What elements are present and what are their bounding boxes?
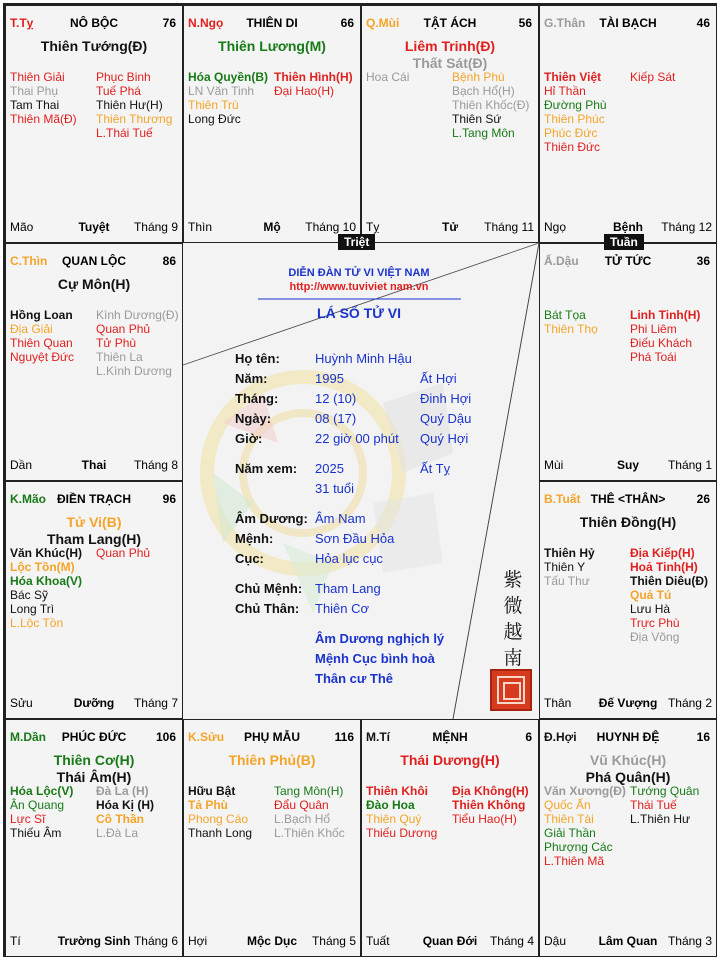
star-item: LN Văn Tinh [188,84,255,98]
star-item: L.Thiên Hư [630,812,691,826]
left-star-list [10,70,77,126]
palace-thang: Tháng 6 [133,934,178,948]
palace-truong-sinh: Quan Đới [422,934,478,948]
palace-number: 66 [340,16,354,30]
palace-tai-bach [539,5,717,243]
palace-menh [361,719,539,957]
palace-thien-di [183,5,361,243]
star-item: Long Đức [188,112,241,126]
right-star-list [274,784,345,840]
palace-thang: Tháng 5 [311,934,356,948]
star-item: L.Thiên Mã [544,854,605,868]
star-item: Thiên Quan [10,336,73,350]
palace-name: HUYNH ĐỆ [596,730,660,744]
main-star: Phá Quân(H) [585,769,671,785]
palace-name: ĐIỀN TRẠCH [57,492,131,506]
tuoi-value: 31 tuổi [315,481,355,496]
cuc-label: Cục: [235,551,264,566]
chu-menh-value: Tham Lang [315,581,381,596]
palace-thang: Tháng 8 [133,458,178,472]
palace-chi: Sửu [10,696,33,710]
main-star: Thiên Cơ(H) [53,752,135,768]
nam-xem-can-chi: Ất Tỵ [420,461,451,476]
star-item: Văn Khúc(H) [10,546,82,560]
star-item: Phục Binh [96,70,151,84]
palace-number: 6 [525,730,532,744]
right-star-list [274,70,353,98]
star-item: Hóa Kị (H) [96,798,154,812]
nam-xem-label: Năm xem: [235,461,298,476]
star-item: L.Kình Dương [96,364,172,378]
star-item: Địa Giải [10,322,53,336]
palace-thang: Tháng 7 [133,696,178,710]
star-item: Bát Tọa [544,308,586,322]
left-star-list [544,70,607,154]
star-item: Phượng Các [544,840,613,854]
star-item: Lộc Tồn(M) [10,560,75,574]
tu-vi-chart [3,3,717,957]
ho-ten-label: Họ tên: [235,351,280,366]
palace-phu-mau [183,719,361,957]
palace-number: 56 [518,16,532,30]
star-item: Tướng Quân [630,784,700,798]
ngay-can-chi: Quý Dậu [420,411,472,426]
palace-quan-loc [5,243,183,481]
star-item: L.Bạch Hổ [274,812,331,826]
palace-chi: Hợi [188,934,208,948]
nam-label: Năm: [235,371,268,386]
star-item: Phúc Đức [544,126,598,140]
star-item: Thiên Hình(H) [274,70,353,84]
gio-value: 22 giờ 00 phút [315,431,399,446]
palace-number: 46 [696,16,710,30]
star-item: Đại Hao(H) [274,84,335,98]
char-1: 紫 [503,569,523,591]
palace-chi: Tuất [366,934,390,948]
left-star-list [366,784,437,840]
palace-can-chi: M.Dần [10,730,46,744]
star-item: Hoả Tinh(H) [630,560,698,574]
star-item: Quốc Ấn [544,798,591,812]
star-item: Thiên Quý [366,812,422,826]
star-item: Đường Phù [544,98,607,112]
star-item: Thiên Khốc(Đ) [452,98,530,112]
star-item: Thiên Việt [544,70,602,84]
tuan-tag: Tuần [604,234,644,250]
right-star-list [630,308,700,364]
palace-huynh-de [539,719,717,957]
star-item: Thiên Thọ [544,322,598,336]
star-item: L.Thiên Khốc [274,826,345,840]
triet-tag: Triệt [338,234,375,250]
thang-label: Tháng: [235,391,279,406]
gio-label: Giờ: [235,431,263,446]
palace-truong-sinh: Trường Sinh [57,934,131,948]
chart-title: LÁ SỐ TỬ VI [317,305,401,321]
star-item: Hồng Loan [10,308,73,322]
star-item: Lực Sĩ [10,812,46,826]
palace-number: 86 [162,254,176,268]
right-star-list [96,70,172,140]
palace-name: THÊ <THÂN> [590,492,666,506]
main-star: Thiên Đồng(H) [579,514,677,530]
main-star: Vũ Khúc(H) [589,752,667,768]
palace-can-chi: Q.Mùi [366,16,400,30]
star-item: Phong Cáo [188,812,249,826]
star-item: Thiên Trù [188,98,239,112]
palace-truong-sinh: Đế Vượng [598,696,658,710]
vertical-characters [501,567,525,671]
star-item: L.Đà La [96,826,139,840]
palace-can-chi: K.Mão [10,492,46,506]
palace-thang: Tháng 11 [484,220,534,234]
right-star-list [96,784,154,840]
palace-thang: Tháng 1 [667,458,712,472]
left-star-list [10,784,73,840]
star-item: Thái Tuế [630,798,677,812]
palace-name: NÔ BỘC [70,16,118,30]
star-item: Quan Phủ [96,546,151,560]
star-item: Quan Phủ [96,322,151,336]
star-item: Tam Thai [10,98,60,112]
palace-chi: Mão [10,220,34,234]
star-item: Tử Phù [96,336,137,350]
palace-truong-sinh: Mộc Dục [246,934,297,948]
palace-chi: Thân [544,696,572,710]
palace-number: 26 [696,492,710,506]
palace-thang: Tháng 3 [667,934,712,948]
left-star-list [544,308,598,336]
palace-number: 16 [696,730,710,744]
palace-can-chi: K.Sửu [188,730,225,744]
center-info-panel [183,243,539,719]
star-item: Thiên Khôi [366,784,428,798]
palace-no-boc [5,5,183,243]
star-item: Đẩu Quân [274,798,329,812]
nam-can-chi: Ất Hợi [420,371,457,386]
palace-can-chi: Đ.Hợi [544,730,577,744]
am-duong-value: Âm Nam [315,511,366,526]
star-item: Hỉ Thần [544,84,586,98]
star-item: Hóa Lộc(V) [10,784,74,798]
char-4: 南 [503,647,523,669]
right-star-list [452,70,529,140]
star-item: Tang Môn(H) [274,784,344,798]
star-item: Giải Thần [544,826,596,840]
palace-chi: Dần [10,458,33,472]
chu-than-value: Thiên Cơ [315,601,370,616]
star-item: L.Tang Môn [452,126,515,140]
palace-can-chi: T.Tỵ [10,16,34,30]
right-star-list [452,784,529,826]
chu-menh-label: Chủ Mệnh: [235,581,303,596]
star-item: Bệnh Phù [452,70,505,84]
star-item: Địa Kiếp(H) [630,546,695,560]
star-item: Thiên Phúc [544,112,605,126]
star-item: Tả Phù [188,798,229,812]
palace-number: 76 [162,16,176,30]
star-item: Tấu Thư [544,574,590,588]
palace-number: 96 [162,492,176,506]
note-than-cu: Thân cư Thê [315,671,394,686]
star-item: L.Thái Tuế [96,126,153,140]
star-item: Thiên Diêu(Đ) [630,574,708,588]
palace-the-than [539,481,717,719]
star-item: Thanh Long [188,826,253,840]
palace-thang: Tháng 12 [661,220,712,234]
left-star-list [366,70,409,84]
main-star: Liêm Trinh(Đ) [404,38,496,54]
palace-can-chi: M.Tí [366,730,390,744]
right-star-list [630,546,708,644]
palace-name: TÀI BẠCH [599,16,657,30]
am-duong-label: Âm Dương: [235,511,308,526]
palace-thang: Tháng 4 [489,934,534,948]
star-item: Cô Thần [96,812,144,826]
note-menh-cuc: Mệnh Cục bình hoà [315,651,435,666]
red-seal-stamp [490,669,532,711]
main-star: Tử Vi(B) [66,514,122,530]
star-item: Đà La (H) [96,784,149,798]
palace-thang: Tháng 9 [133,220,178,234]
star-item: Hóa Quyền(B) [188,70,269,84]
palace-tat-ach [361,5,539,243]
palace-chi: Ngọ [544,220,567,234]
palace-name: PHÚC ĐỨC [61,730,127,744]
star-item: Điếu Khách [630,336,693,350]
palace-can-chi: G.Thân [544,16,586,30]
star-item: Thiên Mã(Đ) [10,112,77,126]
star-item: Kình Dương(Đ) [96,308,179,322]
palace-name: TẬT ÁCH [423,16,477,30]
star-item: Địa Không(H) [452,784,529,798]
star-item: Thiên Hư(H) [96,98,163,112]
palace-can-chi: B.Tuất [544,492,581,506]
star-item: Bạch Hổ(H) [452,84,515,98]
char-3: 越 [503,621,523,643]
palace-truong-sinh: Tuyệt [78,220,110,234]
palace-thang: Tháng 10 [305,220,356,234]
star-item: Thiên Tài [544,812,594,826]
star-item: Kiếp Sát [630,70,676,84]
chu-than-label: Chủ Thân: [235,601,300,616]
star-item: Thiên Thương [96,112,173,126]
palace-number: 116 [334,730,354,744]
forum-url[interactable]: http://www.tuviviet nam.vn [289,281,429,293]
ngay-value: 08 (17) [315,411,357,426]
star-item: Ân Quang [10,798,65,812]
palace-truong-sinh: Mộ [263,220,281,234]
star-item: Thiên La [96,350,143,364]
palace-truong-sinh: Suy [616,458,639,472]
star-item: Đào Hoa [366,798,415,812]
palace-chi: Tỵ [366,220,380,234]
star-item: Thiên Giải [10,70,65,84]
main-star: Thiên Phủ(B) [228,752,316,768]
right-star-list [96,546,150,560]
menh-value: Sơn Đầu Hỏa [315,531,395,546]
right-star-list [630,784,699,826]
palace-truong-sinh: Thai [81,458,107,472]
star-item: Hữu Bật [188,784,236,798]
menh-label: Mệnh: [235,531,274,546]
star-item: Thiếu Âm [10,826,62,840]
star-item: Tuế Phá [96,84,141,98]
right-star-list [630,70,675,84]
ngay-label: Ngày: [235,411,272,426]
palace-number: 106 [155,730,176,744]
ho-ten-value: Huỳnh Minh Hậu [315,351,412,366]
star-item: Hóa Khoa(V) [10,574,82,588]
right-star-list [96,308,179,378]
star-item: Thiên Hỷ [544,546,595,560]
main-star: Tham Lang(H) [46,531,142,547]
palace-name: MỆNH [432,730,468,744]
palace-name: QUAN LỘC [62,254,126,268]
star-item: Linh Tinh(H) [630,308,701,322]
main-star: Thái Dương(H) [400,752,500,768]
palace-truong-sinh: Bệnh [613,220,643,234]
star-item: Văn Xương(Đ) [544,784,626,798]
palace-thang: Tháng 2 [667,696,712,710]
palace-truong-sinh: Tử [441,220,459,234]
palace-chi: Dậu [544,934,567,948]
palace-can-chi: Ấ.Dậu [544,254,579,268]
star-item: Thiên Đức [544,140,601,154]
left-star-list [544,546,595,588]
star-item: Thiên Y [544,560,586,574]
left-star-list [10,308,74,364]
main-star: Cự Môn(H) [57,276,131,292]
star-item: L.Lộc Tồn [10,616,64,630]
forum-title: DIỄN ĐÀN TỬ VI VIỆT NAM [288,267,430,279]
palace-name: THIÊN DI [246,16,298,30]
star-item: Thiếu Dương [366,826,438,840]
left-star-list [10,546,82,630]
left-star-list [544,784,626,868]
palace-chi: Thìn [188,220,213,234]
star-item: Thai Phụ [10,84,59,98]
star-item: Thiên Sứ [452,112,502,126]
star-item: Hoa Cái [366,70,410,84]
palace-can-chi: C.Thìn [10,254,48,268]
nam-value: 1995 [315,371,344,386]
star-item: Lưu Hà [630,602,671,616]
star-item: Địa Võng [630,630,680,644]
main-star: Thái Âm(H) [56,769,132,785]
palace-chi: Mùi [544,458,564,472]
palace-truong-sinh: Dưỡng [73,696,115,710]
left-star-list [188,784,252,840]
star-item: Bác Sỹ [10,588,49,602]
star-item: Nguyệt Đức [10,350,75,364]
palace-can-chi: N.Ngọ [188,16,224,30]
nam-xem-value: 2025 [315,461,344,476]
thang-value: 12 (10) [315,391,357,406]
palace-phuc-duc [5,719,183,957]
palace-name: PHỤ MẪU [244,730,300,744]
star-item: Trực Phù [630,616,680,630]
star-item: Long Trì [10,602,55,616]
main-star: Thất Sát(Đ) [412,55,488,71]
palace-tu-tuc [539,243,717,481]
star-item: Phá Toái [630,350,677,364]
left-star-list [188,70,268,126]
palace-truong-sinh: Lâm Quan [598,934,658,948]
palace-dien-trach [5,481,183,719]
cuc-value: Hỏa lục cục [315,551,383,566]
star-item: Thiên Không [452,798,526,812]
palace-chi: Tí [10,934,21,948]
main-star: Thiên Tướng(Đ) [40,38,148,54]
note-am-duong: Âm Dương nghịch lý [315,631,445,646]
star-item: Phi Liêm [630,322,677,336]
star-item: Quả Tú [630,588,672,602]
main-star: Thiên Lương(M) [218,38,326,54]
gio-can-chi: Quý Hợi [420,431,469,446]
palace-name: TỬ TỨC [604,254,652,268]
char-2: 微 [503,595,523,617]
palace-number: 36 [696,254,710,268]
thang-can-chi: Đinh Hợi [420,391,472,406]
star-item: Tiểu Hao(H) [452,812,517,826]
